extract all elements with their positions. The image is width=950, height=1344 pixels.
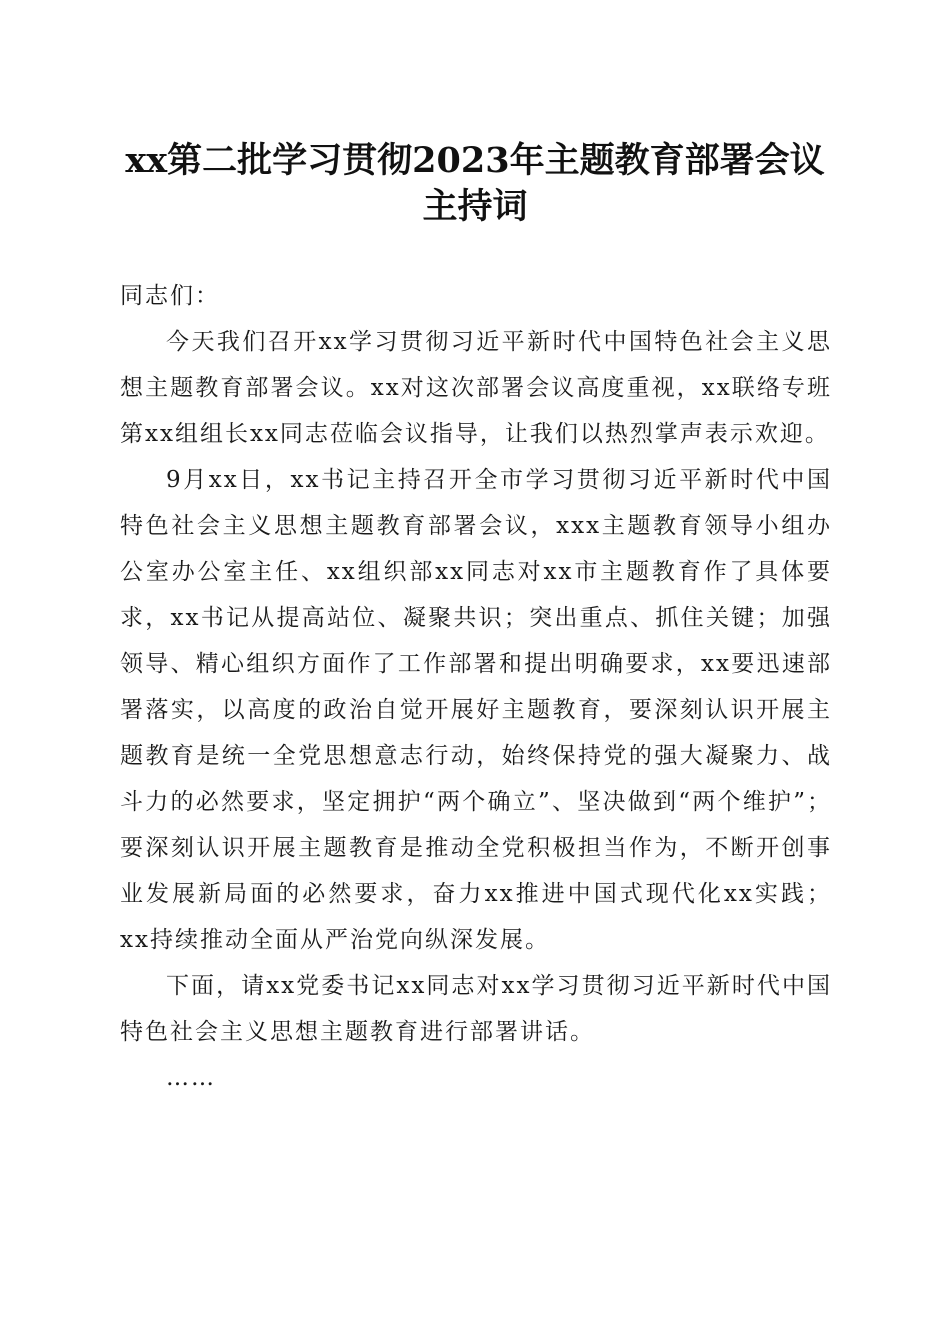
ellipsis: ……	[166, 1065, 216, 1091]
paragraph-opening: 今天我们召开xx学习贯彻习近平新时代中国特色社会主义思想主题教育部署会议。xx对这次部署会议高度重视，xx联络专班第xx组组长xx同志莅临会议指导，让我们以热烈掌声表示欢迎。	[120, 329, 832, 447]
title-line-1: xx第二批学习贯彻2023年主题教育部署会议	[125, 140, 825, 181]
salutation: 同志们：	[120, 283, 220, 309]
paragraph-background: 9月xx日，xx书记主持召开全市学习贯彻习近平新时代中国特色社会主义思想主题教育部署会议，xxx主题教育领导小组办公室办公室主任、xx组织部xx同志对xx市主题教育作了具体要求，xx书记从提高站位、凝聚共识；突出重点、抓住关键；加强领导、精心组织方面作了工作部署和提出明确要求，xx要迅速部署落实，以高度的政治自觉开展好主题教育，要深刻认识开展主题教育是统一全党思想意志行动，始终保持党的强大凝聚力、战斗力的必然要求，坚定拥护“两个确立”、坚决做到“两个维护”；要深刻认识开展主题教育是推动全党积极担当作为，不断开创事业发展新局面的必然要求，奋力xx推进中国式现代化xx实践；xx持续推动全面从严治党向纵深发展。	[120, 467, 832, 953]
title-line-2: 主持词	[422, 186, 528, 227]
paragraph-invitation: 下面，请xx党委书记xx同志对xx学习贯彻习近平新时代中国特色社会主义思想主题教育进行部署讲话。	[120, 973, 832, 1045]
document-body	[120, 273, 832, 1101]
document-title	[80, 138, 870, 230]
